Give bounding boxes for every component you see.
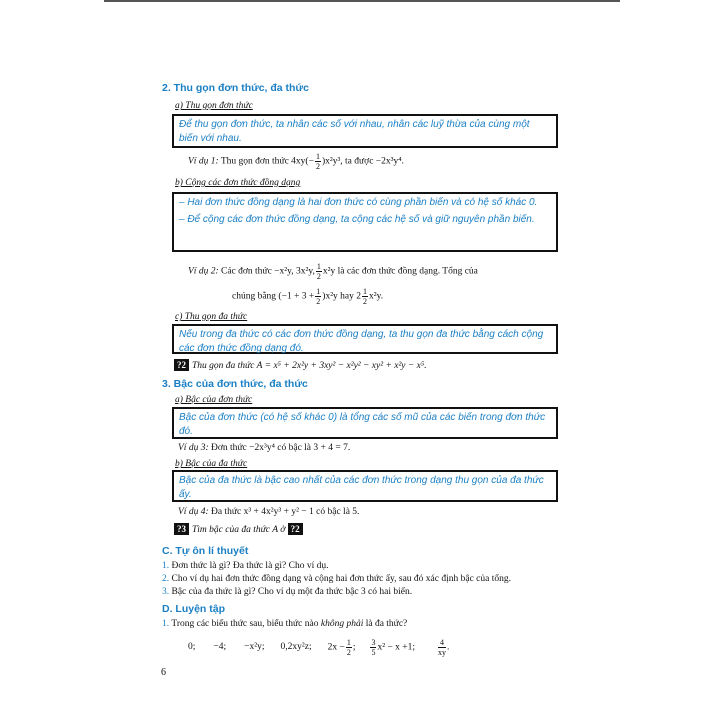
- fraction: $\frac{1}{2}$: [315, 152, 320, 171]
- review-item-2: 2. Cho ví dụ hai đơn thức đồng dạng và cộng hai đơn thức ấy, sau đó xác định bậc của tổng.: [162, 574, 511, 584]
- subsection-2c-title: c) Thu gọn đa thức: [175, 312, 248, 322]
- question-2-reference-badge: ?2: [288, 523, 303, 535]
- question-3: [174, 523, 306, 535]
- definition-box-2a: Để thu gọn đơn thức, ta nhân các số với nhau, nhân các luỹ thừa của cùng một biến với nhau.: [172, 114, 558, 148]
- example-4: [178, 507, 359, 517]
- section-c-title: C. Tự ôn lí thuyết: [162, 545, 249, 557]
- expression-6: $\frac{3}{5}$ x² − x +1;: [371, 637, 416, 657]
- exercise-1-expressions: [188, 632, 449, 662]
- fraction: $\frac{3}{5}$: [371, 637, 376, 657]
- review-item-1: 1. Đơn thức là gì? Đa thức là gì? Cho ví dụ.: [162, 561, 329, 571]
- expression-7: $\frac{4}{xy}$ .: [438, 637, 450, 657]
- top-rule: [104, 0, 620, 2]
- subsection-3a-title: a) Bậc của đơn thức: [175, 395, 253, 405]
- definition-box-3a: Bậc của đơn thức (có hệ số khác 0) là tổng các số mũ của các biến trong đơn thức đó.: [172, 407, 558, 439]
- example-1-post: )x²y³, ta được −2x³y⁴.: [321, 156, 404, 167]
- fraction: $\frac{4}{xy}$: [438, 637, 447, 657]
- expression-3: −x²y;: [244, 642, 265, 652]
- definition-box-3b: Bậc của đa thức là bậc cao nhất của các đơn thức trong dạng thu gọn của đa thức ấy.: [172, 470, 558, 502]
- definition-2b-line1: – Hai đơn thức đồng dạng là hai đơn thức có cùng phần biến và có hệ số khác 0.: [179, 197, 538, 208]
- fraction: $\frac{1}{2}$: [316, 262, 321, 281]
- example-2-label: Ví dụ 2:: [188, 266, 219, 277]
- example-3-label: Ví dụ 3:: [178, 443, 209, 453]
- example-1-label: Ví dụ 1:: [188, 156, 219, 167]
- question-2: [174, 359, 427, 371]
- example-4-text: Đa thức x³ + 4x²y³ + y² − 1 có bậc là 5.: [210, 507, 360, 517]
- fraction: $\frac{1}{2}$: [363, 287, 368, 306]
- example-1-pre: Thu gọn đơn thức 4xy(−: [220, 156, 314, 167]
- subsection-2a-title: a) Thu gọn đơn thức: [175, 101, 253, 111]
- example-3-text: Đơn thức −2x³y⁴ có bậc là 3 + 4 = 7.: [210, 443, 351, 453]
- example-2-line2: chúng bằng (−1 + 3 + $\frac{1}{2}$ )x²y hay 2 $\frac{1}{2}$ x²y.: [232, 287, 384, 306]
- example-1: [188, 152, 404, 171]
- subsection-3b-title: b) Bậc của đa thức: [175, 459, 248, 469]
- section-d-title: D. Luyện tập: [162, 603, 226, 615]
- example-4-label: Ví dụ 4:: [178, 507, 209, 517]
- question-2-text: Thu gọn đa thức A = x⁵ + 2x²y + 3xy² − x²y² − xy² + x²y − x⁵.: [192, 361, 427, 371]
- question-3-badge: ?3: [174, 523, 189, 535]
- subsection-2b-title: b) Cộng các đơn thức đồng dạng: [175, 178, 301, 188]
- expression-4: 0,2xy²z;: [280, 642, 312, 652]
- section-3-title: 3. Bậc của đơn thức, đa thức: [162, 378, 308, 390]
- page-number: 6: [161, 667, 166, 678]
- expression-1: 0;: [188, 642, 196, 652]
- fraction: $\frac{1}{2}$: [346, 637, 351, 657]
- section-2-title: 2. Thu gọn đơn thức, đa thức: [162, 82, 309, 94]
- expression-5: 2x − $\frac{1}{2}$ ;: [327, 637, 356, 657]
- definition-box-2c: Nếu trong đa thức có các đơn thức đồng dạng, ta thu gọn đa thức bằng cách cộng các đơn thức đồng dạng đó.: [172, 324, 558, 354]
- definition-box-2b: [172, 192, 558, 252]
- definition-2b-line2: – Để cộng các đơn thức đồng dạng, ta cộng các hệ số và giữ nguyên phần biến.: [179, 214, 535, 225]
- fraction: $\frac{1}{2}$: [316, 287, 321, 306]
- example-3: [178, 443, 350, 453]
- exercise-1-question: 1. Trong các biểu thức sau, biểu thức nào không phải là đa thức?: [162, 619, 408, 629]
- review-item-3: 3. Bậc của đa thức là gì? Cho ví dụ một đa thức bậc 3 có hai biến.: [162, 587, 413, 597]
- question-2-badge: ?2: [174, 359, 189, 371]
- question-3-text: Tìm bậc của đa thức A ở: [192, 525, 286, 535]
- example-2-line1: Ví dụ 2: Các đơn thức −x²y, 3x²y, $\frac{1}{2}$ x²y là các đơn thức đồng dạng. Tổng của: [188, 262, 478, 281]
- expression-2: −4;: [213, 642, 227, 652]
